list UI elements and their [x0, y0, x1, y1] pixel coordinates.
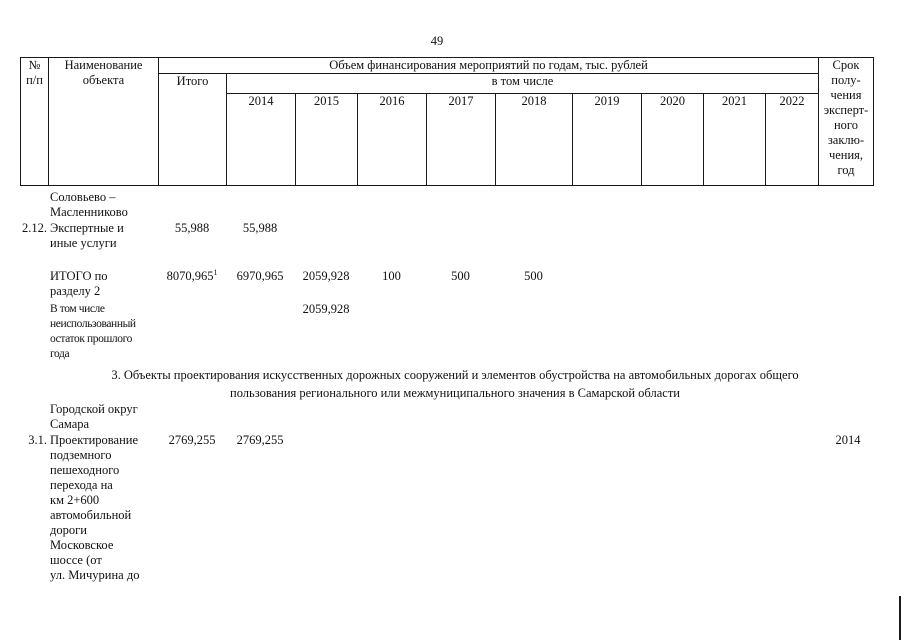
header-year: 2020 — [642, 94, 704, 186]
header-year: 2015 — [296, 94, 358, 186]
header-including: в том числе — [227, 74, 819, 94]
footnote-marker: 1 — [213, 267, 218, 277]
row-value-2014: 55,988 — [242, 221, 278, 235]
row-number: 2.12. — [22, 221, 47, 235]
header-year: 2022 — [766, 94, 819, 186]
row-number: 3.1. — [28, 433, 47, 447]
unused-remainder-label: В том числе неиспользованный остаток прошлого года — [50, 303, 136, 360]
row-object-name: Экспертные и иные услуги — [50, 221, 124, 250]
subtotal-2017: 500 — [451, 269, 470, 283]
subtotal-2018: 500 — [524, 269, 543, 283]
subtotal-label: ИТОГО по разделу 2 — [50, 269, 108, 298]
subtotal-2015: 2059,928 — [302, 269, 350, 283]
header-name: Наименование объекта — [49, 58, 159, 186]
header-num: № п/п — [21, 58, 49, 186]
header-year: 2018 — [496, 94, 573, 186]
header-year: 2017 — [427, 94, 496, 186]
header-table — [20, 57, 874, 186]
section-3-title: 3. Объекты проектирования искусственных дорожных сооружений и элементов обустройства на автомобильных дорогах общего пользования регионального или межмуниципального значения в Самарской области — [111, 368, 799, 400]
subtotal-2014: 6970,965 — [236, 269, 284, 283]
continued-object-name: Соловьево – Масленниково — [50, 190, 128, 219]
header-volume: Объем финансирования мероприятий по годам, тыс. рублей — [159, 58, 819, 74]
row-total: 55,988 — [174, 221, 210, 235]
scan-edge-mark — [899, 596, 901, 640]
row-value-2014: 2769,255 — [236, 433, 284, 447]
subtotal-total: 8070,965$^1$ — [166, 267, 218, 283]
unused-remainder-2015: 2059,928 — [302, 302, 350, 316]
header-year: 2014 — [227, 94, 296, 186]
row-object-name: Проектирование подземного пешеходного перехода на км 2+600 автомобильной дороги Московское шоссе (от ул. Мичурина до — [50, 433, 140, 582]
header-total: Итого — [159, 74, 227, 186]
header-year: 2021 — [704, 94, 766, 186]
page-number: 49 — [430, 34, 444, 48]
row-total: 2769,255 — [168, 433, 216, 447]
header-year: 2016 — [358, 94, 427, 186]
city-name: Городской округ Самара — [50, 402, 138, 431]
row-deadline: 2014 — [835, 433, 861, 447]
header-deadline: Срок полу- чения эксперт- ного заклю- чения, год — [819, 58, 874, 186]
header-year: 2019 — [573, 94, 642, 186]
subtotal-2016: 100 — [382, 269, 401, 283]
